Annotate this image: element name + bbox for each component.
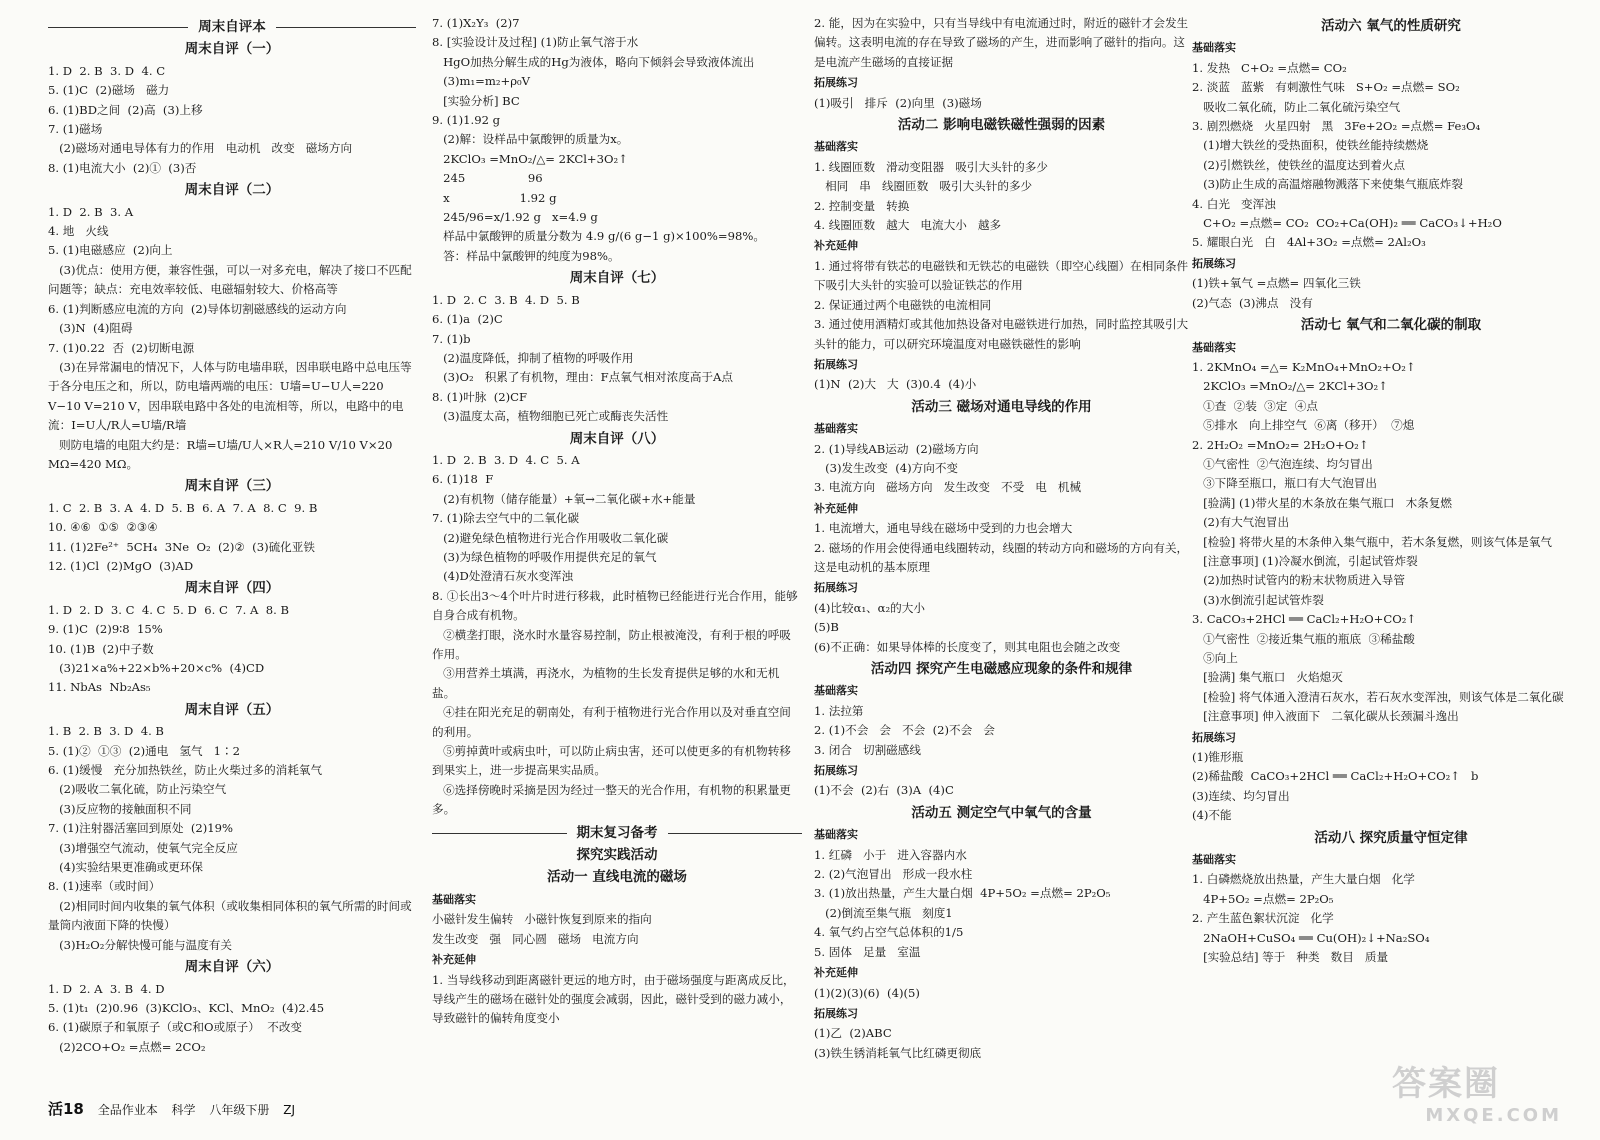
answer-line: 7. (1)b <box>432 331 471 346</box>
answer-line: 1. 电流增大，通电导线在磁场中受到的力也会增大 <box>814 521 1073 536</box>
answer-line: 1. D 2. A 3. B 4. D <box>48 981 165 996</box>
answer-line: C+O₂ =点燃= CO₂ CO₂+Ca(OH)₂ ══ CaCO₃↓+H₂O <box>1192 216 1502 231</box>
answer-line: 6. (1)18 F <box>432 472 494 487</box>
subheading: 拓展练习 <box>814 1006 858 1020</box>
answer-line: 小磁针发生偏转 小磁针恢复到原来的指向 <box>432 912 652 927</box>
answer-line: 4. 氧气约占空气总体积的1/5 <box>814 925 964 940</box>
section-rule <box>48 27 188 28</box>
answer-line: (2)有大气泡冒出 <box>1192 515 1290 530</box>
subheading: 基础落实 <box>814 684 858 698</box>
watermark-url: MXQE.COM <box>1425 1105 1562 1126</box>
answer-line: 11. (1)2Fe²⁺ 5CH₄ 3Ne O₂ (2)② (3)硫化亚铁 <box>48 539 315 554</box>
answer-line: (2)温度降低，抑制了植物的呼吸作用 <box>432 350 634 365</box>
answer-line: 2. 磁场的作用会使得通电线圈转动，线圈的转动方向和磁场的方向有关，这是电动机的基本原理 <box>814 540 1189 574</box>
answer-line: (1)铁+氧气 =点燃= 四氧化三铁 <box>1192 276 1361 291</box>
answer-line: 12. (1)Cl (2)MgO (3)AD <box>48 558 194 573</box>
answer-line: (1)(2)(3)(6) (4)(5) <box>814 985 920 1000</box>
page-number: 活18 <box>48 1100 84 1118</box>
answer-line: 4. 地 火线 <box>48 224 109 239</box>
answer-line: (3)温度太高，植物细胞已死亡或酶丧失活性 <box>432 409 669 424</box>
answer-line: 1. B 2. B 3. D 4. B <box>48 724 164 739</box>
section-title: 周末自评本 <box>198 19 266 35</box>
subheading: 拓展练习 <box>1192 256 1236 270</box>
answer-line: (2)吸收二氧化硫，防止污染空气 <box>48 782 227 797</box>
answer-line: 7. (1)0.22 否 (2)切断电源 <box>48 340 195 355</box>
answer-line: 答：样品中氯酸钾的纯度为98%。 <box>432 248 620 263</box>
answer-line: (3)21×a%+22×b%+20×c% (4)CD <box>48 661 265 675</box>
answer-line: ④挂在阳光充足的朝南处，有利于植物进行光合作用以及对垂直空间的利用。 <box>432 705 791 739</box>
answer-line: 3. (1)放出热量，产生大量白烟 4P+5O₂ =点燃= 2P₂O₅ <box>814 886 1111 901</box>
answer-line: (2)气态 (3)沸点 没有 <box>1192 295 1313 310</box>
subheading: 基础落实 <box>814 422 858 436</box>
answer-line: (3)发生改变 (4)方向不变 <box>814 460 959 475</box>
answer-line: ⑥选择傍晚时采摘是因为经过一整天的光合作用，有机物的积累量更多。 <box>432 782 791 817</box>
answer-line: [验满] (1)带火星的木条放在集气瓶口 木条复燃 <box>1192 495 1452 510</box>
subheading: 补充延伸 <box>814 966 858 980</box>
answer-line: (3)防止生成的高温熔融物溅落下来使集气瓶底炸裂 <box>1192 177 1463 192</box>
section-rule <box>668 833 803 834</box>
answer-line: (2)2CO+O₂ =点燃= 2CO₂ <box>48 1039 206 1054</box>
answer-line: ⑤剪掉黄叶或病虫叶，可以防止病虫害，还可以使更多的有机物转移到果实上，进一步提高果实品质。 <box>432 744 791 778</box>
section-rule <box>276 27 416 28</box>
answer-line: 2. 能，因为在实验中，只有当导线中有电流通过时，附近的磁针才会发生偏转。这表明电流的存在导致了磁场的产生，进而影响了磁针的指向。这是电流产生磁场的直接证据 <box>814 16 1189 69</box>
answer-line: (2)相同时间内收集的氧气体积（或收集相同体积的氧气所需的时间或量筒内液面下降的快慢） <box>48 898 412 933</box>
answer-line: (2)稀盐酸 CaCO₃+2HCl ══ CaCl₂+H₂O+CO₂↑ b <box>1192 769 1479 784</box>
answer-line: 5. (1)C (2)磁场 磁力 <box>48 83 170 98</box>
answer-line: 2NaOH+CuSO₄ ══ Cu(OH)₂↓+Na₂SO₄ <box>1192 930 1430 945</box>
heading: 活动七 氧气和二氧化碳的制取 <box>1300 317 1482 334</box>
answer-line: 2. (2)气泡冒出 形成一段水柱 <box>814 867 973 882</box>
answer-line: 4P+5O₂ =点燃= 2P₂O₅ <box>1192 891 1334 906</box>
answer-line: (1)不会 (2)右 (3)A (4)C <box>814 783 954 798</box>
section-title: 期末复习备考 <box>576 824 658 841</box>
section-banner <box>48 18 416 37</box>
answer-line: 8. (1)叶脉 (2)CF <box>432 389 528 404</box>
answer-line: 6. (1)判断感应电流的方向 (2)导体切割磁感线的运动方向 <box>48 301 347 316</box>
answer-line: 2. 保证通过两个电磁铁的电流相同 <box>814 297 992 312</box>
answer-line: (3)反应物的接触面积不同 <box>48 801 192 816</box>
answer-line: (4)D处澄清石灰水变浑浊 <box>432 569 574 584</box>
answer-line: 11. NbAs Nb₂As₅ <box>48 680 151 695</box>
answer-line: [验满] 集气瓶口 火焰熄灭 <box>1192 670 1343 685</box>
heading: 周末自评（七） <box>569 270 665 287</box>
answer-line: 7. (1)除去空气中的二氧化碳 <box>432 511 580 526</box>
subheading: 拓展练习 <box>1192 730 1236 744</box>
answer-line: 5. 耀眼白光 白 4Al+3O₂ =点燃= 2Al₂O₃ <box>1192 235 1426 250</box>
answer-line: (4)比较α₁、α₂的大小 <box>814 600 925 615</box>
answer-line: 1. 线圈匝数 滑动变阻器 吸引大头针的多少 <box>814 159 1048 174</box>
heading: 周末自评（五） <box>184 701 280 718</box>
heading: 活动八 探究质量守恒定律 <box>1314 829 1468 846</box>
answer-line: (2)避免绿色植物进行光合作用吸收二氧化碳 <box>432 530 669 545</box>
answer-line: 5. (1)t₁ (2)0.96 (3)KClO₃、KCl、MnO₂ (4)2.45 <box>48 1000 325 1015</box>
answer-line: 6. (1)BD之间 (2)高 (3)上移 <box>48 102 203 117</box>
answer-line: (3)水倒流引起试管炸裂 <box>1192 592 1324 607</box>
answer-line: 5. (1)② ①③ (2)通电 氢气 1∶2 <box>48 743 240 758</box>
answer-line: 8. (1)速率（或时间） <box>48 879 161 894</box>
answer-line: [实验分析] BC <box>432 93 520 108</box>
answer-line: (6)不正确：如果导体棒的长度变了，则其电阻也会随之改变 <box>814 639 1121 654</box>
heading: 周末自评（八） <box>569 430 665 447</box>
answer-line: 1. C 2. B 3. A 4. D 5. B 6. A 7. A 8. C 9. B <box>48 500 318 515</box>
answer-line: 样品中氯酸钾的质量分数为 4.9 g/(6 g−1 g)×100%=98%。 <box>432 229 765 244</box>
heading: 活动六 氧气的性质研究 <box>1321 18 1461 34</box>
answer-line: (4)不能 <box>1192 808 1232 823</box>
subheading: 补充延伸 <box>814 239 858 253</box>
answer-line: 3. 剧烈燃烧 火星四射 黑 3Fe+2O₂ =点燃= Fe₃O₄ <box>1192 119 1481 134</box>
subheading: 拓展练习 <box>814 581 858 595</box>
answer-column-1 <box>48 14 416 1057</box>
answer-line: 4. 线圈匝数 越大 电流大小 越多 <box>814 218 1002 233</box>
subheading: 基础落实 <box>1192 41 1236 55</box>
answer-line: 5. (1)电磁感应 (2)向上 <box>48 243 173 258</box>
answer-line: (2)有机物（储存能量）+氧→二氧化碳+水+能量 <box>432 491 696 506</box>
answer-line: 3. CaCO₃+2HCl ══ CaCl₂+H₂O+CO₂↑ <box>1192 612 1417 627</box>
answer-column-3 <box>814 14 1189 1063</box>
answer-line: 则防电墙的电阻大约是：R墙=U墙/U人×R人=210 V/10 V×20 MΩ=420 MΩ。 <box>48 437 397 471</box>
answer-line: 10. ④⑥ ①⑤ ②③④ <box>48 520 158 535</box>
grade-label: 八年级下册 <box>209 1103 270 1117</box>
answer-line: 6. (1)碳原子和氧原子（或C和O或原子） 不改变 <box>48 1020 303 1035</box>
heading: 探究实践活动 <box>576 847 658 864</box>
answer-line: 4. 白光 变浑浊 <box>1192 196 1276 211</box>
answer-line: ⑤排水 向上排空气 ⑥离（移开） ⑦熄 <box>1192 418 1415 433</box>
answer-line: 3. 闭合 切割磁感线 <box>814 742 921 757</box>
answer-line: 2. 控制变量 转换 <box>814 198 910 213</box>
answer-line: ⑤向上 <box>1192 651 1238 665</box>
answer-line: (1)增大铁丝的受热面积，使铁丝能持续燃烧 <box>1192 138 1429 153</box>
watermark <box>1392 1056 1562 1126</box>
answer-line: [检验] 将带火星的木条伸入集气瓶中，若木条复燃，则该气体是氧气 <box>1192 534 1553 549</box>
answer-line: (3)H₂O₂分解快慢可能与温度有关 <box>48 937 232 952</box>
answer-line: (3)N (4)阻碍 <box>48 321 133 336</box>
answer-line: 1. D 2. D 3. C 4. C 5. D 6. C 7. A 8. B <box>48 602 289 617</box>
answer-line: 吸收二氧化硫，防止二氧化硫污染空气 <box>1192 99 1401 114</box>
answer-line: [注意事项] (1)冷凝水倒流，引起试管炸裂 <box>1192 553 1418 568</box>
answer-line: 8. ①长出3～4个叶片时进行移栽，此时植物已经能进行光合作用，能够自身合成有机物。 <box>432 588 798 623</box>
answer-line: ①查 ②装 ③定 ④点 <box>1192 398 1318 413</box>
watermark-logo-text: 答案圈 <box>1392 1064 1500 1104</box>
answer-line: ③用营养土填满，再浇水，为植物的生长发育提供足够的水和无机盐。 <box>432 666 780 700</box>
answer-line: 2KClO₃ =MnO₂/△= 2KCl+3O₂↑ <box>1192 379 1388 394</box>
answer-line: 6. (1)a (2)C <box>432 312 503 327</box>
answer-line: (3)连续、均匀冒出 <box>1192 788 1290 803</box>
heading: 活动一 直线电流的磁场 <box>547 869 687 886</box>
heading: 活动二 影响电磁铁磁性强弱的因素 <box>897 117 1106 134</box>
answer-line: [注意事项] 伸入液面下 二氧化碳从长颈漏斗逸出 <box>1192 709 1459 724</box>
answer-line: 9. (1)C (2)9∶8 15% <box>48 622 163 637</box>
answer-line: 245/96=x/1.92 g x=4.9 g <box>432 210 598 225</box>
answer-line: (3)m₁=m₂+ρ₀V <box>432 74 531 89</box>
answer-line: 1. 当导线移动到距离磁针更远的地方时，由于磁场强度与距离成反比，导线产生的磁场在磁针处的强度会减弱，因此，磁针受到的磁力减小，导致磁针的偏转角度变小 <box>432 972 795 1026</box>
answer-line: (1)乙 (2)ABC <box>814 1026 892 1041</box>
answer-line: 3. 通过使用酒精灯或其他加热设备对电磁铁进行加热，同时监控其吸引大头针的能力，可以研究环境温度对电磁铁磁性的影响 <box>814 317 1189 351</box>
answer-line: ③下降至瓶口，瓶口有大气泡冒出 <box>1192 476 1377 491</box>
subheading: 基础落实 <box>814 140 858 154</box>
answer-line: 8. (1)电流大小 (2)① (3)否 <box>48 160 197 175</box>
page-footer <box>48 1098 295 1119</box>
answer-column-2 <box>432 14 802 1029</box>
answer-line: 6. (1)缓慢 充分加热铁丝，防止火柴过多的消耗氧气 <box>48 763 323 778</box>
section-banner <box>432 824 802 843</box>
answer-line: 7. (1)注射器活塞回到原处 (2)19% <box>48 821 234 836</box>
subheading: 补充延伸 <box>432 953 476 967</box>
subheading: 基础落实 <box>1192 853 1236 867</box>
heading: 周末自评（六） <box>184 959 280 976</box>
answer-line: (5)B <box>814 620 839 635</box>
answer-line: 8. [实验设计及过程] (1)防止氧气溶于水 <box>432 35 639 50</box>
answer-line: (3)为绿色植物的呼吸作用提供充足的氧气 <box>432 549 657 564</box>
heading: 周末自评（一） <box>184 41 280 58</box>
answer-line: 9. (1)1.92 g <box>432 113 501 128</box>
heading: 活动四 探究产生电磁感应现象的条件和规律 <box>870 661 1133 677</box>
answer-line: (3)铁生锈消耗氧气比红磷更彻底 <box>814 1045 982 1060</box>
answer-line: (3)在异常漏电的情况下，人体与防电墙串联，因串联电路中总电压等于各分电压之和，所以，防电墙两端的电压：U墙=U−U人=220 V−10 V=210 V，因串联电路中各处的电流相等，所以，电路中的电流：I=U人/R人=U墙/R墙 <box>48 359 412 433</box>
subheading: 基础落实 <box>432 892 476 906</box>
answer-line: 245 96 <box>432 171 543 186</box>
answer-line: (2)引燃铁丝，使铁丝的温度达到着火点 <box>1192 157 1405 172</box>
answer-line: 1. D 2. B 3. A <box>48 204 134 219</box>
answer-line: 1. 白磷燃烧放出热量，产生大量白烟 化学 <box>1192 872 1415 887</box>
answer-column-4 <box>1192 14 1590 968</box>
answer-line: 1. D 2. B 3. D 4. C <box>48 63 166 78</box>
answer-line: 1. 2KMnO₄ =△= K₂MnO₄+MnO₂+O₂↑ <box>1192 359 1416 374</box>
answer-line: (3)O₂ 积累了有机物，理由：F点氧气相对浓度高于A点 <box>432 370 733 385</box>
answer-line: (2)解：设样品中氯酸钾的质量为x。 <box>432 132 629 147</box>
subject-label: 科学 <box>171 1103 196 1117</box>
heading: 周末自评（四） <box>184 580 280 597</box>
answer-line: 7. (1)X₂Y₃ (2)7 <box>432 16 520 30</box>
edition-label: ZJ <box>283 1103 295 1117</box>
answer-line: 1. 发热 C+O₂ =点燃= CO₂ <box>1192 60 1347 75</box>
answer-line: 2. 2H₂O₂ =MnO₂= 2H₂O+O₂↑ <box>1192 437 1369 452</box>
answer-line: 10. (1)B (2)中子数 <box>48 641 154 656</box>
answer-line: 1. 通过将带有铁芯的电磁铁和无铁芯的电磁铁（即空心线圈）在相同条件下吸引大头针的实验可以验证铁芯的作用 <box>814 258 1189 293</box>
section-rule <box>432 833 567 834</box>
answer-line: 7. (1)磁场 <box>48 122 103 137</box>
heading: 周末自评（三） <box>184 478 280 495</box>
answer-line: 1. 红磷 小于 进入容器内水 <box>814 847 967 862</box>
answer-line: (2)加热时试管内的粉末状物质进入导管 <box>1192 573 1405 588</box>
heading: 活动三 磁场对通电导线的作用 <box>911 398 1092 415</box>
answer-line: 2. 淡蓝 蓝紫 有刺激性气味 S+O₂ =点燃= SO₂ <box>1192 80 1460 95</box>
answer-line: 2. (1)不会 会 不会 (2)不会 会 <box>814 723 995 738</box>
answer-line: 发生改变 强 同心圆 磁场 电流方向 <box>432 931 639 946</box>
subheading: 基础落实 <box>814 828 858 842</box>
answer-line: ①气密性 ②气泡连续、均匀冒出 <box>1192 456 1373 471</box>
answer-line: 2. (1)导线AB运动 (2)磁场方向 <box>814 441 979 456</box>
answer-line: 1. 法拉第 <box>814 703 864 718</box>
answer-line: 3. 电流方向 磁场方向 发生改变 不受 电 机械 <box>814 480 1082 495</box>
answer-line: 2. 产生蓝色絮状沉淀 化学 <box>1192 911 1334 926</box>
subheading: 拓展练习 <box>814 764 858 778</box>
subheading: 补充延伸 <box>814 501 858 515</box>
answer-line: (3)优点：使用方便，兼容性强，可以一对多充电，解决了接口不匹配问题等；缺点：充电效率较低、电磁辐射较大、价格高等 <box>48 262 412 297</box>
answer-line: (4)实验结果更准确或更环保 <box>48 860 204 875</box>
answer-line: (2)倒流至集气瓶 刻度1 <box>814 905 953 920</box>
answer-line: [实验总结] 等于 种类 数目 质量 <box>1192 950 1389 965</box>
answer-line: 1. D 2. C 3. B 4. D 5. B <box>432 292 580 307</box>
answer-line: 2KClO₃ =MnO₂/△= 2KCl+3O₂↑ <box>432 151 628 166</box>
book-title: 全品作业本 <box>97 1103 158 1117</box>
answer-line: (1)吸引 排斥 (2)向里 (3)磁场 <box>814 95 982 110</box>
answer-line: (2)磁场对通电导体有力的作用 电动机 改变 磁场方向 <box>48 141 353 156</box>
answer-line: ①气密性 ②接近集气瓶的瓶底 ③稀盐酸 <box>1192 631 1415 646</box>
answer-line: HgO加热分解生成的Hg为液体，略向下倾斜会导致液体流出 <box>432 54 755 69</box>
heading: 活动五 测定空气中氧气的含量 <box>911 804 1092 821</box>
answer-line: x 1.92 g <box>432 190 557 205</box>
answer-line: ②横垄打眼，浇水时水量容易控制，防止根被淹没，有利于根的呼吸作用。 <box>432 627 791 661</box>
subheading: 基础落实 <box>1192 340 1236 354</box>
answer-line: (3)增强空气流动，使氧气完全反应 <box>48 840 238 855</box>
answer-line: 1. D 2. B 3. D 4. C 5. A <box>432 452 580 467</box>
answer-line: 相同 串 线圈匝数 吸引大头针的多少 <box>814 179 1033 194</box>
heading: 周末自评（二） <box>184 182 280 199</box>
subheading: 拓展练习 <box>814 76 858 90</box>
answer-line: 5. 固体 足量 室温 <box>814 944 921 959</box>
subheading: 拓展练习 <box>814 357 858 371</box>
answer-line: (1)N (2)大 大 (3)0.4 (4)小 <box>814 377 977 392</box>
answer-line: (1)锥形瓶 <box>1192 750 1244 765</box>
answer-line: [检验] 将气体通入澄清石灰水，若石灰水变浑浊，则该气体是二氧化碳 <box>1192 689 1564 704</box>
